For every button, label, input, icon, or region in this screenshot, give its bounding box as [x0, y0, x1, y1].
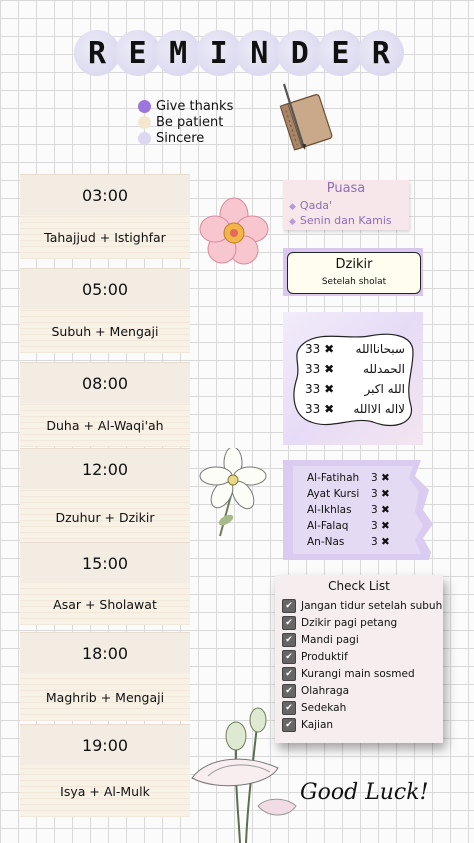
checklist-item-label: Dzikir pagi petang — [301, 617, 398, 629]
schedule-time: 19:00 — [20, 724, 190, 765]
checklist-item-label: Sedekah — [301, 702, 347, 714]
checklist-item-label: Kajian — [301, 719, 334, 731]
tasbih-row — [305, 382, 405, 396]
schedule-card — [20, 632, 190, 721]
checkbox-checked-icon[interactable]: ✔ — [282, 684, 296, 698]
schedule-time: 18:00 — [20, 632, 190, 673]
surah-name: Al-Ikhlas — [307, 504, 352, 516]
title-letter: N — [236, 30, 282, 76]
checklist-item-label: Jangan tidur setelah subuh — [301, 600, 443, 612]
schedule-card — [20, 724, 190, 817]
surah-count: 3 ✖ — [371, 504, 390, 516]
checklist-item[interactable] — [282, 667, 415, 681]
checklist-item[interactable] — [282, 718, 333, 732]
puasa-title: Puasa — [326, 181, 366, 196]
surah-count: 3 ✖ — [371, 472, 390, 484]
tasbih-count: 33 ✖ — [305, 362, 335, 376]
puasa-item — [289, 199, 332, 212]
surah-row — [307, 520, 390, 532]
checklist-item[interactable] — [282, 633, 359, 647]
title-letter: E — [115, 30, 161, 76]
schedule-time: 12:00 — [20, 448, 190, 489]
schedule-activity: Subuh + Mengaji — [20, 309, 190, 353]
title-letter: R — [74, 30, 120, 76]
schedule-card — [20, 268, 190, 353]
title-letter: I — [196, 30, 242, 76]
checkbox-checked-icon[interactable]: ✔ — [282, 718, 296, 732]
checkbox-checked-icon[interactable]: ✔ — [282, 667, 296, 681]
surah-name: An-Nas — [307, 536, 345, 548]
puasa-note — [283, 180, 409, 230]
checklist-item[interactable] — [282, 650, 348, 664]
tasbih-row — [305, 402, 405, 416]
dzikir-label — [283, 248, 423, 296]
schedule-card — [20, 362, 190, 447]
checklist-item-label: Olahraga — [301, 685, 350, 697]
tasbih-row — [305, 342, 405, 356]
bullet-icon: ◆ — [289, 217, 296, 227]
dzikir-scroll — [287, 252, 421, 294]
schedule-time: 03:00 — [20, 174, 190, 215]
tasbih-count: 33 ✖ — [305, 342, 335, 356]
schedule-activity: Isya + Al-Mulk — [20, 765, 190, 817]
surah-row — [307, 472, 390, 484]
surah-panel — [283, 460, 433, 560]
checkbox-checked-icon[interactable]: ✔ — [282, 616, 296, 630]
surah-count: 3 ✖ — [371, 536, 390, 548]
lavender-dot-icon — [138, 132, 151, 145]
checklist-item-label: Produktif — [301, 651, 348, 663]
schedule-activity: Asar + Sholawat — [20, 583, 190, 625]
schedule-activity: Dzuhur + Dzikir — [20, 489, 190, 545]
puasa-item-label: Qada' — [299, 199, 333, 212]
title-letter: M — [155, 30, 201, 76]
tasbih-text: لااله الاالله — [353, 402, 405, 416]
title-letter: R — [358, 30, 404, 76]
checkbox-checked-icon[interactable]: ✔ — [282, 633, 296, 647]
tasbih-text: الله اكبر — [364, 382, 405, 396]
legend-item — [138, 114, 233, 130]
schedule-card — [20, 448, 190, 545]
checkbox-checked-icon[interactable]: ✔ — [282, 599, 296, 613]
legend-label: Sincere — [156, 130, 205, 146]
surah-count: 3 ✖ — [371, 488, 390, 500]
checklist-title: Check List — [328, 579, 390, 593]
schedule-card — [20, 174, 190, 259]
schedule-activity: Maghrib + Mengaji — [20, 673, 190, 721]
schedule-activity: Duha + Al-Waqi'ah — [20, 403, 190, 447]
schedule-time: 08:00 — [20, 362, 190, 403]
schedule-card — [20, 542, 190, 625]
legend-item — [138, 98, 233, 114]
pink-flower-icon — [196, 196, 272, 270]
checklist-item[interactable] — [282, 599, 442, 613]
tasbih-count: 33 ✖ — [305, 402, 335, 416]
good-luck-text: Good Luck! — [300, 780, 429, 805]
tasbih-count: 33 ✖ — [305, 382, 335, 396]
checkbox-checked-icon[interactable]: ✔ — [282, 650, 296, 664]
checklist-item[interactable] — [282, 616, 397, 630]
surah-name: Al-Falaq — [307, 520, 349, 532]
title-letter: E — [317, 30, 363, 76]
checklist-item[interactable] — [282, 701, 346, 715]
legend-label: Give thanks — [156, 98, 234, 114]
checklist-note — [275, 575, 443, 743]
surah-count: 3 ✖ — [371, 520, 390, 532]
tasbih-text: سبحاناالله — [355, 342, 405, 356]
dzikir-subtitle: Setelah sholat — [321, 277, 387, 287]
purple-dot-icon — [138, 100, 151, 113]
puasa-item-label: Senin dan Kamis — [299, 214, 392, 227]
cream-dot-icon — [138, 116, 151, 129]
tasbih-text: الحمدلله — [362, 362, 405, 376]
surah-name: Al-Fatihah — [307, 472, 360, 484]
checkbox-checked-icon[interactable]: ✔ — [282, 701, 296, 715]
schedule-activity: Tahajjud + Istighfar — [20, 215, 190, 259]
puasa-item — [289, 214, 392, 227]
surah-row — [307, 504, 390, 516]
legend-item — [138, 130, 233, 146]
checklist-item-label: Kurangi main sosmed — [301, 668, 415, 680]
schedule-time: 15:00 — [20, 542, 190, 583]
white-flower-icon — [196, 448, 270, 540]
tasbih-row — [305, 362, 405, 376]
reminder-title — [74, 22, 404, 84]
checklist-item[interactable] — [282, 684, 349, 698]
dzikir-title: Dzikir — [335, 257, 373, 272]
schedule-time: 05:00 — [20, 268, 190, 309]
surah-row — [307, 488, 390, 500]
tasbih-panel — [283, 312, 423, 445]
legend-label: Be patient — [156, 114, 224, 130]
legend — [138, 98, 233, 146]
notebook-icon — [278, 80, 340, 152]
title-letter: D — [277, 30, 323, 76]
surah-name: Ayat Kursi — [307, 488, 360, 500]
bullet-icon: ◆ — [289, 202, 296, 212]
surah-row — [307, 536, 390, 548]
checklist-item-label: Mandi pagi — [301, 634, 359, 646]
